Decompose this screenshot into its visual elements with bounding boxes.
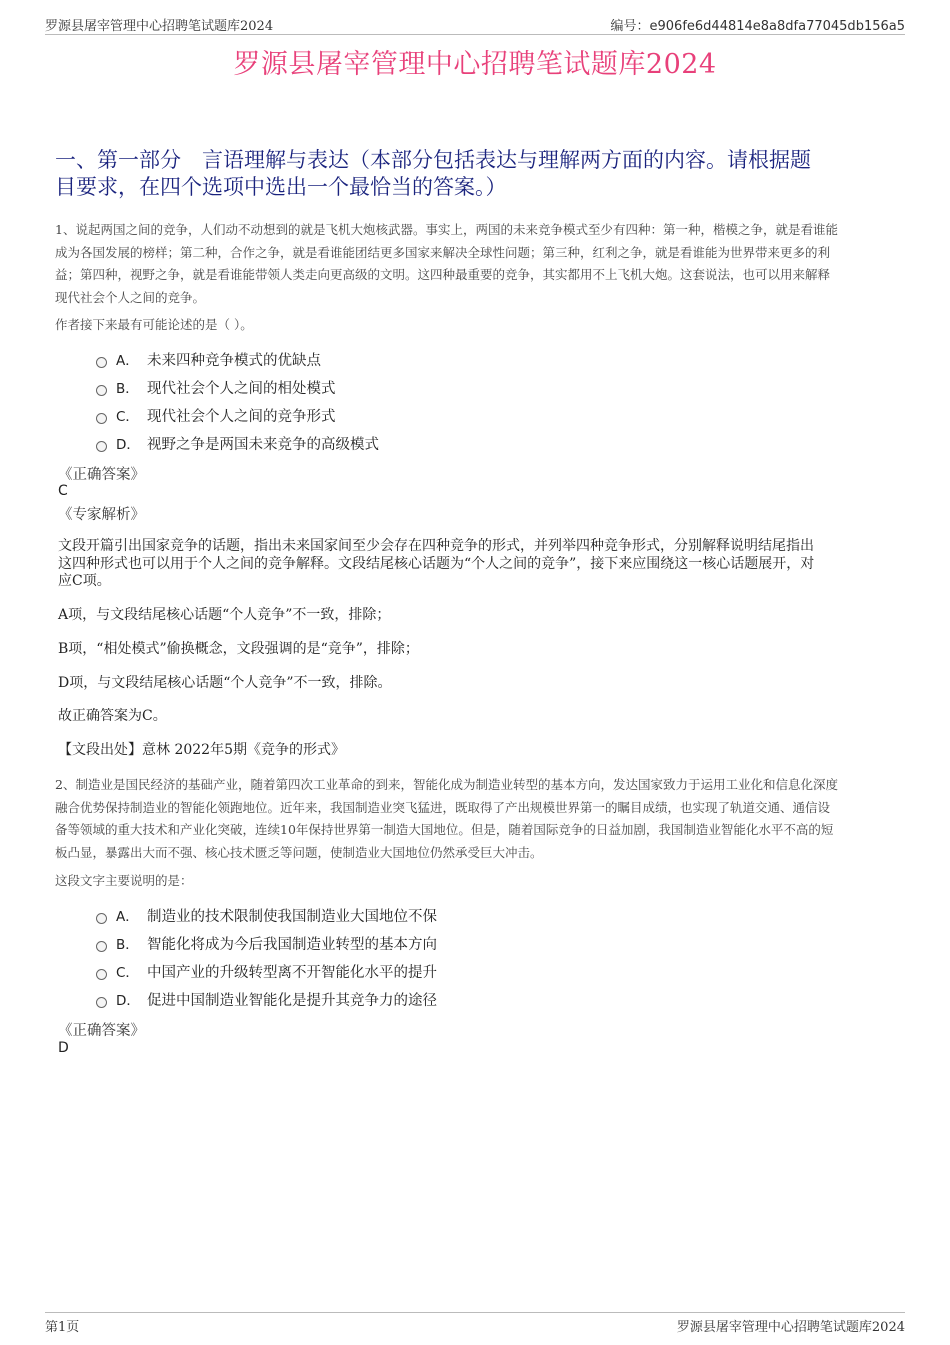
option-text: 智能化将成为今后我国制造业转型的基本方向 xyxy=(147,936,437,953)
question-1-option-b[interactable] xyxy=(96,376,336,398)
answer-value: C xyxy=(58,483,68,499)
question-2-option-d[interactable] xyxy=(96,988,437,1010)
page-footer xyxy=(45,1312,905,1335)
analysis-line: 故正确答案为C。 xyxy=(58,708,167,724)
answer-label: 《正确答案》 xyxy=(58,467,145,483)
question-1-prompt: 作者接下来最有可能论述的是（ ）。 xyxy=(55,317,253,332)
stem-line: 融合优势保持制造业的智能化领跑地位。近年来，我国制造业突飞猛进，既取得了产出规模世界第一的瞩目成绩，也实现了轨道交通、通信设 xyxy=(55,799,831,815)
option-letter: D． xyxy=(116,437,140,453)
stem-line: 板凸显，暴露出大而不强、核心技术匮乏等问题，使制造业大国地位仍然承受巨大冲击。 xyxy=(55,844,543,860)
page-header xyxy=(45,14,905,35)
document-id: 编号：e906fe6d44814e8a8dfa77045db156a5 xyxy=(610,19,905,34)
question-2-option-c[interactable] xyxy=(96,960,437,982)
analysis-label: 《专家解析》 xyxy=(58,507,145,523)
option-text: 促进中国制造业智能化是提升其竞争力的途径 xyxy=(147,992,437,1009)
analysis-line: B项，“相处模式”偷换概念，文段强调的是“竞争”，排除； xyxy=(58,641,419,657)
option-text: 现代社会个人之间的竞争形式 xyxy=(147,408,336,425)
analysis-body xyxy=(58,538,893,591)
stem-line: 成为各国发展的榜样；第二种，合作之争，就是看谁能团结更多国家来解决全球性问题；第三种，红利之争，就是看谁能为世界带来更多的利 xyxy=(55,244,831,260)
section-heading xyxy=(55,147,895,201)
radio-icon[interactable] xyxy=(96,357,107,368)
radio-icon[interactable] xyxy=(96,997,107,1008)
question-1-option-d[interactable] xyxy=(96,432,379,454)
analysis-line: A项，与文段结尾核心话题“个人竞争”不一致，排除； xyxy=(58,607,391,623)
question-2-prompt: 这段文字主要说明的是： xyxy=(55,873,193,888)
section-heading-line: 一、第一部分 言语理解与表达（本部分包括表达与理解两方面的内容。请根据题 xyxy=(55,148,811,172)
option-letter: A． xyxy=(116,909,139,925)
option-text: 视野之争是两国未来竞争的高级模式 xyxy=(147,436,379,453)
answer-label: 《正确答案》 xyxy=(58,1023,145,1039)
radio-icon[interactable] xyxy=(96,413,107,424)
section-heading-line: 目要求，在四个选项中选出一个最恰当的答案。） xyxy=(55,175,507,199)
option-letter: A． xyxy=(116,353,139,369)
radio-icon[interactable] xyxy=(96,441,107,452)
analysis-line: 文段开篇引出国家竞争的话题，指出未来国家间至少会存在四种竞争的形式，并列举四种竞争形式，分别解释说明结尾指出 xyxy=(58,538,814,554)
option-letter: D． xyxy=(116,993,140,1009)
option-text: 中国产业的升级转型离不开智能化水平的提升 xyxy=(147,964,437,981)
answer-value: D xyxy=(58,1040,69,1056)
radio-icon[interactable] xyxy=(96,941,107,952)
question-1-option-c[interactable] xyxy=(96,404,336,426)
option-text: 未来四种竞争模式的优缺点 xyxy=(147,352,321,369)
stem-line: 备等领域的重大技术和产业化突破，连续10年保持世界第一制造大国地位。但是，随着国际竞争的日益加剧，我国制造业智能化水平不高的短 xyxy=(55,822,834,837)
analysis-line: 这四种形式也可以用于个人之间的竞争解释。文段结尾核心话题为“个人之间的竞争”，接下来应围绕这一核心话题展开，对 xyxy=(58,555,815,572)
page-number: 第1页 xyxy=(45,1320,80,1335)
header-title: 罗源县屠宰管理中心招聘笔试题库2024 xyxy=(45,19,274,34)
option-text: 现代社会个人之间的相处模式 xyxy=(147,380,336,397)
stem-line: 益；第四种，视野之争，就是看谁能带领人类走向更高级的文明。这四种最重要的竞争，其实都用不上飞机大炮。这套说法，也可以用来解释 xyxy=(55,267,831,282)
option-text: 制造业的技术限制使我国制造业大国地位不保 xyxy=(147,908,437,925)
option-letter: C． xyxy=(116,409,139,425)
document-title: 罗源县屠宰管理中心招聘笔试题库2024 xyxy=(233,49,717,80)
stem-line: 2、制造业是国民经济的基础产业，随着第四次工业革命的到来，智能化成为制造业转型的基本方向，发达国家致力于运用工业化和信息化深度 xyxy=(55,777,838,792)
footer-title: 罗源县屠宰管理中心招聘笔试题库2024 xyxy=(676,1320,905,1335)
question-2-option-b[interactable] xyxy=(96,932,437,954)
question-2-option-a[interactable] xyxy=(96,904,437,926)
option-letter: C． xyxy=(116,965,139,981)
question-1-option-a[interactable] xyxy=(96,348,321,370)
source-citation: 【文段出处】意林 2022年5期《竞争的形式》 xyxy=(58,742,345,758)
option-letter: B． xyxy=(116,937,139,953)
question-2-stem xyxy=(55,774,900,864)
radio-icon[interactable] xyxy=(96,969,107,980)
stem-line: 现代社会个人之间的竞争。 xyxy=(55,289,206,305)
option-letter: B． xyxy=(116,381,139,397)
analysis-line: D项，与文段结尾核心话题“个人竞争”不一致，排除。 xyxy=(58,675,392,691)
stem-line: 1、说起两国之间的竞争，人们动不动想到的就是飞机大炮核武器。事实上，两国的未来竞争模式至少有四种：第一种，楷模之争，就是看谁能 xyxy=(55,222,838,237)
analysis-line: 应C项。 xyxy=(58,573,111,589)
question-1-stem xyxy=(55,219,900,309)
radio-icon[interactable] xyxy=(96,385,107,396)
radio-icon[interactable] xyxy=(96,913,107,924)
